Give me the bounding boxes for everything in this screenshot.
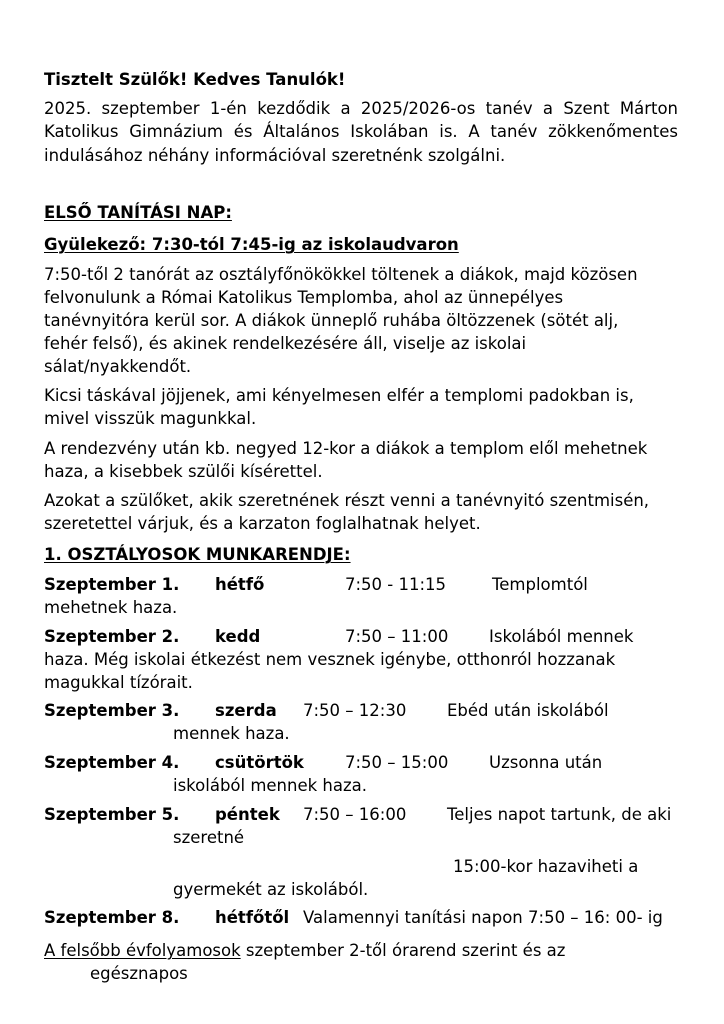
schedule-note-cont: haza. Még iskolai étkezést nem vesznek igénybe, otthonról hozzanak (44, 650, 616, 669)
first-day-p1-line-4: fehér felső), és akinek rendelkezésére áll, viselje az iskolai (44, 334, 527, 353)
schedule-date: Szeptember 4. (44, 753, 180, 772)
schedule-note-cont: 15:00-kor hazaviheti a (453, 857, 639, 876)
schedule-time: 7:50 – 15:00 (345, 753, 449, 772)
first-day-p2-line-2: mivel visszük magunkkal. (44, 409, 257, 428)
schedule-date: Szeptember 1. (44, 575, 180, 594)
schedule-note-cont: szeretné (173, 828, 245, 847)
schedule-day: hétfőtől (215, 908, 290, 927)
schedule-note-cont: gyermekét az iskolából. (173, 880, 369, 899)
first-day-p2-line-1: Kicsi táskával jöjjenek, ami kényelmesen elfér a templomi padokban is, (44, 386, 634, 405)
first-day-heading: ELSŐ TANÍTÁSI NAP: (44, 203, 232, 222)
schedule-time: 7:50 – 12:30 (303, 701, 407, 720)
first-day-p1-line-2: felvonulunk a Római Katolikus Templomba, ahol az ünnepélyes (44, 288, 564, 307)
schedule-note-cont: mennek haza. (173, 724, 290, 743)
first-day-p1-line-5: sálat/nyakkendőt. (44, 357, 192, 376)
schedule-note: Templomtól (492, 575, 588, 594)
schedule-note-cont: magukkal tízórait. (44, 673, 193, 692)
schedule-date: Szeptember 3. (44, 701, 180, 720)
first-day-p1-line-3: tanévnyitóra kerül sor. A diákok ünneplő ruhába öltözzenek (sötét alj, (44, 311, 619, 330)
schedule-date: Szeptember 5. (44, 805, 180, 824)
schedule-day: péntek (215, 805, 280, 824)
schedule-note: Teljes napot tartunk, de aki (447, 805, 672, 824)
schedule-date: Szeptember 8. (44, 908, 180, 927)
assembly-heading: Gyülekező: 7:30-tól 7:45-ig az iskolaudvaron (44, 235, 459, 254)
schedule-time: 7:50 - 11:15 (345, 575, 447, 594)
schedule-note: Valamennyi tanítási napon 7:50 – 16: 00- ig (303, 908, 663, 927)
first-day-p4-line-2: szeretettel várjuk, és a karzaton foglalhatnak helyet. (44, 514, 481, 533)
first-day-p3-line-2: haza, a kisebbek szülői kísérettel. (44, 462, 323, 481)
greeting-heading: Tisztelt Szülők! Kedves Tanulók! (44, 70, 346, 89)
schedule-note: Ebéd után iskolából (447, 701, 609, 720)
schedule-day: csütörtök (215, 753, 304, 772)
upper-grades-label: A felsőbb évfolyamosok (44, 941, 241, 960)
intro-line-3: indulásához néhány információval szeretnénk szolgálni. (44, 146, 506, 165)
schedule-note-cont: mehetnek haza. (44, 598, 178, 617)
intro-line-2: Katolikus Gimnázium és Általános Iskolában is. A tanév zökkenőmentes (44, 122, 678, 141)
schedule-date: Szeptember 2. (44, 627, 180, 646)
upper-grades-line-1 (44, 939, 565, 963)
schedule-day: szerda (215, 701, 277, 720)
schedule-day: kedd (215, 627, 261, 646)
first-day-p1-line-1: 7:50-től 2 tanórát az osztályfőnökökkel töltenek a diákok, majd közösen (44, 265, 638, 284)
schedule-note-cont: iskolából mennek haza. (173, 776, 368, 795)
intro-line-1: 2025. szeptember 1-én kezdődik a 2025/2026-os tanév a Szent Márton (44, 99, 678, 118)
schedule-time: 7:50 – 11:00 (345, 627, 449, 646)
first-day-p4-line-1: Azokat a szülőket, akik szeretnének részt venni a tanévnyitó szentmisén, (44, 491, 650, 510)
schedule-note: Iskolából mennek (489, 627, 634, 646)
first-grade-heading: 1. OSZTÁLYOSOK MUNKARENDJE: (44, 545, 351, 564)
schedule-day: hétfő (215, 575, 265, 594)
schedule-note: Uzsonna után (489, 753, 603, 772)
upper-grades-line-2: egésznapos (90, 964, 188, 983)
upper-grades-text: szeptember 2-től órarend szerint és az (240, 941, 566, 960)
schedule-time: 7:50 – 16:00 (303, 805, 407, 824)
first-day-p3-line-1: A rendezvény után kb. negyed 12-kor a diákok a templom elől mehetnek (44, 439, 648, 458)
